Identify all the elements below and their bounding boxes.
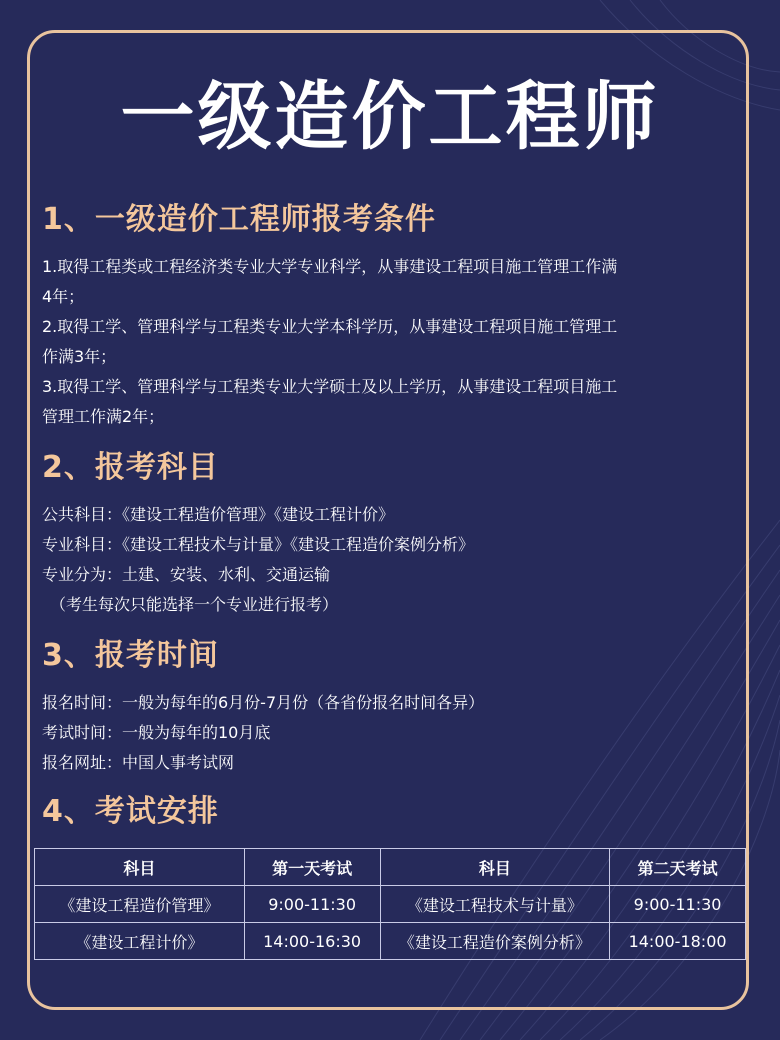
section-body — [42, 500, 732, 620]
table-cell: 9:00-11:30 — [244, 886, 380, 923]
header-day1: 第一天考试 — [244, 849, 380, 886]
text-line: 2.取得工学、管理科学与工程类专业大学本科学历，从事建设工程项目施工管理工 — [42, 317, 618, 336]
section-subjects — [42, 446, 732, 620]
text-line: 作满3年； — [42, 347, 117, 366]
section-schedule — [42, 634, 732, 778]
table-header-row — [35, 849, 746, 886]
section-exam-arrangement — [42, 790, 732, 834]
exam-schedule-table — [34, 848, 746, 960]
table-cell: 《建设工程技术与计量》 — [380, 886, 610, 923]
text-line: 报名网址：中国人事考试网 — [42, 753, 235, 772]
text-line: 公共科目：《建设工程造价管理》《建设工程计价》 — [42, 505, 395, 524]
table-cell: 14:00-16:30 — [244, 923, 380, 960]
text-line: 专业分为：土建、安装、水利、交通运输 — [42, 565, 331, 584]
text-line: 管理工作满2年； — [42, 407, 165, 426]
text-line: 1.取得工程类或工程经济类专业大学专业科学，从事建设工程项目施工管理工作满 — [42, 257, 618, 276]
header-day2: 第二天考试 — [610, 849, 746, 886]
header-subject: 科目 — [35, 849, 245, 886]
section-heading: 3、报考时间 — [42, 638, 219, 673]
text-line: 考试时间：一般为每年的10月底 — [42, 723, 271, 742]
section-body — [42, 252, 732, 432]
table-cell: 9:00-11:30 — [610, 886, 746, 923]
section-heading: 2、报考科目 — [42, 450, 219, 485]
section-heading: 1、一级造价工程师报考条件 — [42, 202, 436, 237]
header-subject: 科目 — [380, 849, 610, 886]
table-cell: 《建设工程造价案例分析》 — [380, 923, 610, 960]
page-title: 一级造价工程师 — [120, 74, 660, 160]
text-line: 3.取得工学、管理科学与工程类专业大学硕士及以上学历，从事建设工程项目施工 — [42, 377, 618, 396]
section-body — [42, 688, 732, 778]
table-cell: 《建设工程造价管理》 — [35, 886, 245, 923]
table-row — [35, 886, 746, 923]
text-line: 报名时间：一般为每年的6月份-7月份（各省份报名时间各异） — [42, 693, 485, 712]
text-line: 专业科目：《建设工程技术与计量》《建设工程造价案例分析》 — [42, 535, 475, 554]
table-cell: 14:00-18:00 — [610, 923, 746, 960]
section-heading: 4、考试安排 — [42, 794, 219, 829]
table-cell: 《建设工程计价》 — [35, 923, 245, 960]
table-row — [35, 923, 746, 960]
text-line: 4年； — [42, 287, 85, 306]
text-line: （考生每次只能选择一个专业进行报考） — [50, 595, 339, 614]
section-requirements — [42, 198, 732, 432]
